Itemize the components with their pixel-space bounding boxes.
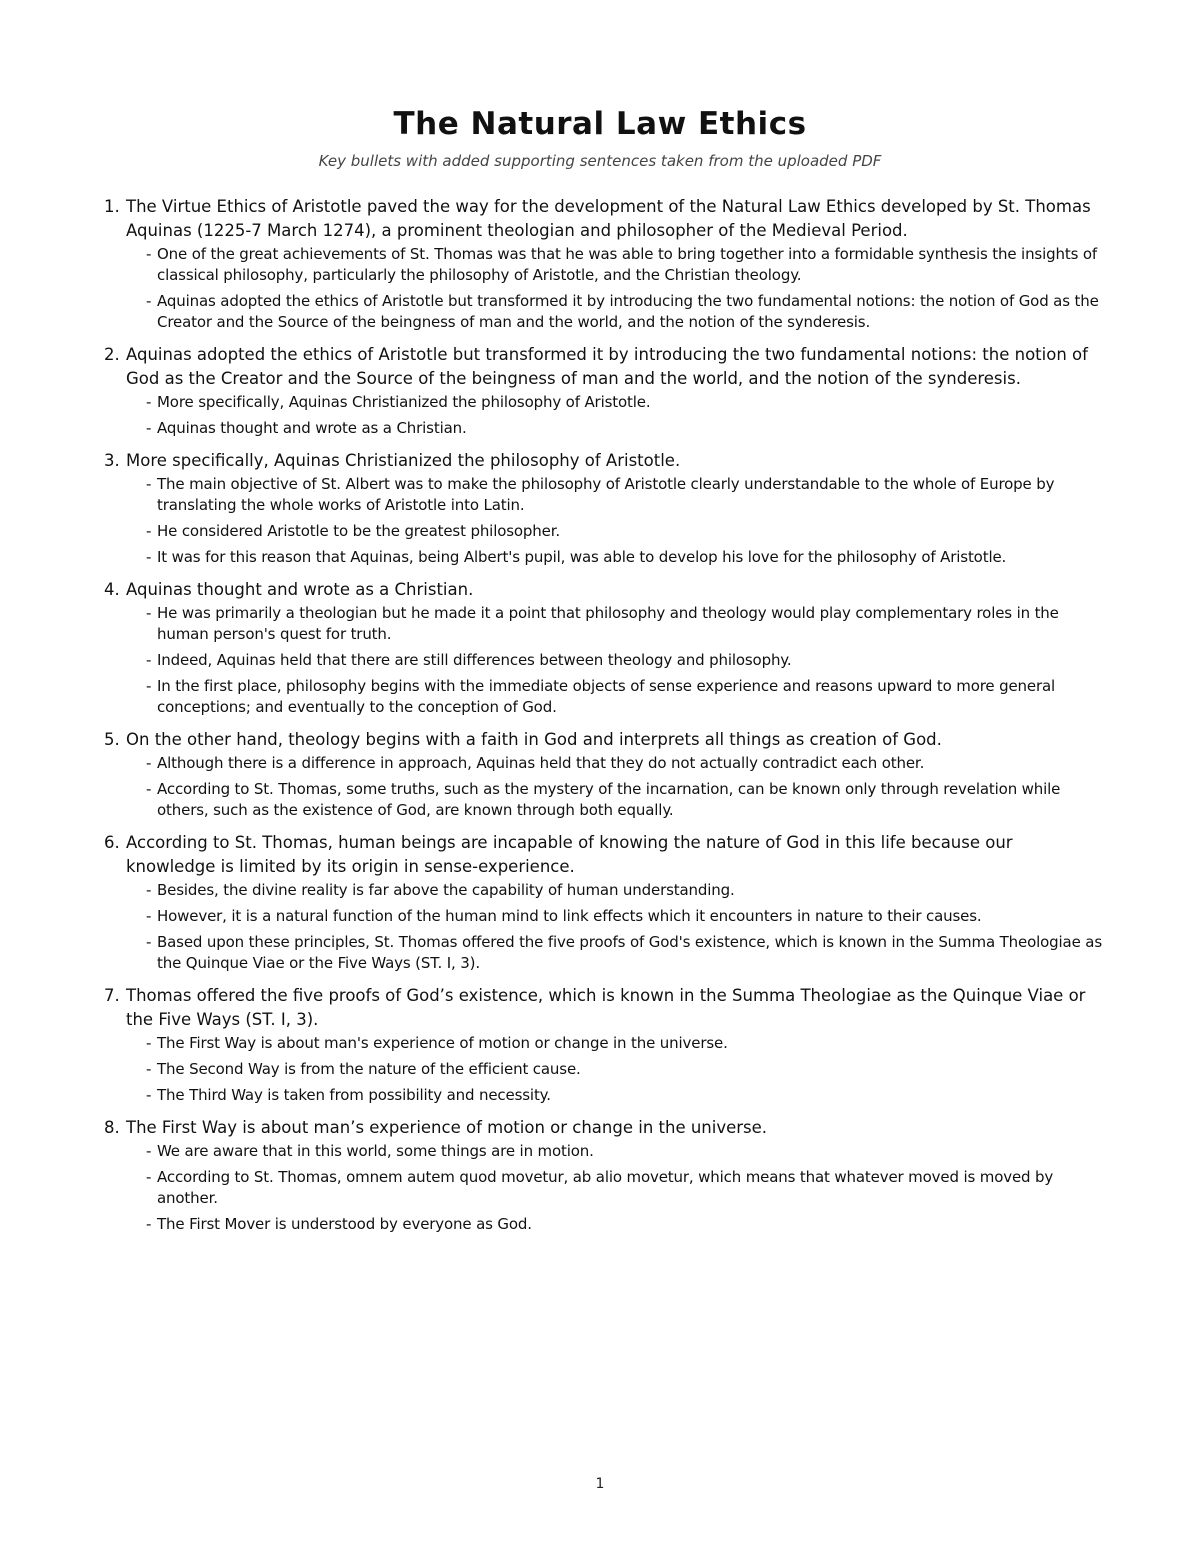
point-item bbox=[104, 195, 1104, 333]
point-text: According to St. Thomas, human beings are incapable of knowing the nature of God in this life because our knowledge is limited by its origin in sense-experience. bbox=[126, 833, 1013, 876]
point-text: The Virtue Ethics of Aristotle paved the way for the development of the Natural Law Ethics developed by St. Thomas Aquinas (1225-7 March 1274), a prominent theologian and philosopher of the Medieval Period. bbox=[126, 197, 1091, 240]
supporting-sentence: - Indeed, Aquinas held that there are still differences between theology and philosophy. bbox=[146, 650, 1104, 671]
page-subtitle: Key bullets with added supporting sentences taken from the uploaded PDF bbox=[318, 152, 882, 170]
point-number: 6. bbox=[104, 833, 120, 852]
page-number: 1 bbox=[595, 1476, 605, 1492]
supporting-list bbox=[126, 1033, 1104, 1106]
supporting-list bbox=[126, 474, 1104, 568]
supporting-sentence: - Aquinas adopted the ethics of Aristotle but transformed it by introducing the two fundamental notions: the notion of God as the Creator and the Source of the beingness of man and the world, and the notion of the synderesis. bbox=[146, 291, 1104, 333]
supporting-sentence: - The First Mover is understood by everyone as God. bbox=[146, 1214, 1104, 1235]
point-item bbox=[104, 831, 1104, 974]
point-number: 8. bbox=[104, 1118, 120, 1137]
point-item bbox=[104, 449, 1104, 568]
supporting-sentence: - Besides, the divine reality is far above the capability of human understanding. bbox=[146, 880, 1104, 901]
point-number: 4. bbox=[104, 580, 120, 599]
supporting-sentence: - The Third Way is taken from possibility and necessity. bbox=[146, 1085, 1104, 1106]
supporting-sentence: - According to St. Thomas, some truths, such as the mystery of the incarnation, can be known only through revelation while others, such as the existence of God, are known through both equally. bbox=[146, 779, 1104, 821]
point-item bbox=[104, 1116, 1104, 1235]
point-text: Aquinas thought and wrote as a Christian. bbox=[126, 580, 474, 599]
point-text: Thomas offered the five proofs of God’s existence, which is known in the Summa Theologiae as the Quinque Viae or the Five Ways (ST. I, 3). bbox=[126, 986, 1086, 1029]
numbered-points bbox=[104, 195, 1104, 1245]
page-title: The Natural Law Ethics bbox=[393, 106, 807, 142]
supporting-sentence: - One of the great achievements of St. Thomas was that he was able to bring together into a formidable synthesis the insights of classical philosophy, particularly the philosophy of Aristotle, and the Christian theology. bbox=[146, 244, 1104, 286]
supporting-sentence: - Although there is a difference in approach, Aquinas held that they do not actually contradict each other. bbox=[146, 753, 1104, 774]
point-number: 1. bbox=[104, 197, 120, 216]
supporting-list bbox=[126, 392, 1104, 439]
point-number: 7. bbox=[104, 986, 120, 1005]
supporting-sentence: - He considered Aristotle to be the greatest philosopher. bbox=[146, 521, 1104, 542]
point-item bbox=[104, 343, 1104, 439]
supporting-sentence: - Aquinas thought and wrote as a Christian. bbox=[146, 418, 1104, 439]
supporting-sentence: - According to St. Thomas, omnem autem quod movetur, ab alio movetur, which means that whatever moved is moved by another. bbox=[146, 1167, 1104, 1209]
supporting-sentence: - It was for this reason that Aquinas, being Albert's pupil, was able to develop his love for the philosophy of Aristotle. bbox=[146, 547, 1104, 568]
supporting-list bbox=[126, 244, 1104, 333]
supporting-sentence: - He was primarily a theologian but he made it a point that philosophy and theology would play complementary roles in the human person's quest for truth. bbox=[146, 603, 1104, 645]
supporting-sentence: - However, it is a natural function of the human mind to link effects which it encounters in nature to their causes. bbox=[146, 906, 1104, 927]
point-item bbox=[104, 578, 1104, 718]
supporting-sentence: - The Second Way is from the nature of the efficient cause. bbox=[146, 1059, 1104, 1080]
supporting-sentence: - In the first place, philosophy begins with the immediate objects of sense experience and reasons upward to more general conceptions; and eventually to the conception of God. bbox=[146, 676, 1104, 718]
supporting-list bbox=[126, 1141, 1104, 1235]
point-number: 2. bbox=[104, 345, 120, 364]
point-text: More specifically, Aquinas Christianized the philosophy of Aristotle. bbox=[126, 451, 681, 470]
supporting-sentence: - Based upon these principles, St. Thomas offered the five proofs of God's existence, which is known in the Summa Theologiae as the Quinque Viae or the Five Ways (ST. I, 3). bbox=[146, 932, 1104, 974]
supporting-sentence: - The main objective of St. Albert was to make the philosophy of Aristotle clearly understandable to the whole of Europe by translating the whole works of Aristotle into Latin. bbox=[146, 474, 1104, 516]
supporting-sentence: - The First Way is about man's experience of motion or change in the universe. bbox=[146, 1033, 1104, 1054]
point-text: On the other hand, theology begins with a faith in God and interprets all things as creation of God. bbox=[126, 730, 942, 749]
point-number: 5. bbox=[104, 730, 120, 749]
point-text: Aquinas adopted the ethics of Aristotle but transformed it by introducing the two fundamental notions: the notion of God as the Creator and the Source of the beingness of man and the world, and the notion of the synderesis. bbox=[126, 345, 1088, 388]
supporting-sentence: - More specifically, Aquinas Christianized the philosophy of Aristotle. bbox=[146, 392, 1104, 413]
point-number: 3. bbox=[104, 451, 120, 470]
supporting-list bbox=[126, 603, 1104, 718]
supporting-sentence: - We are aware that in this world, some things are in motion. bbox=[146, 1141, 1104, 1162]
point-text: The First Way is about man’s experience of motion or change in the universe. bbox=[126, 1118, 768, 1137]
point-item bbox=[104, 728, 1104, 821]
supporting-list bbox=[126, 753, 1104, 821]
point-item bbox=[104, 984, 1104, 1106]
supporting-list bbox=[126, 880, 1104, 974]
